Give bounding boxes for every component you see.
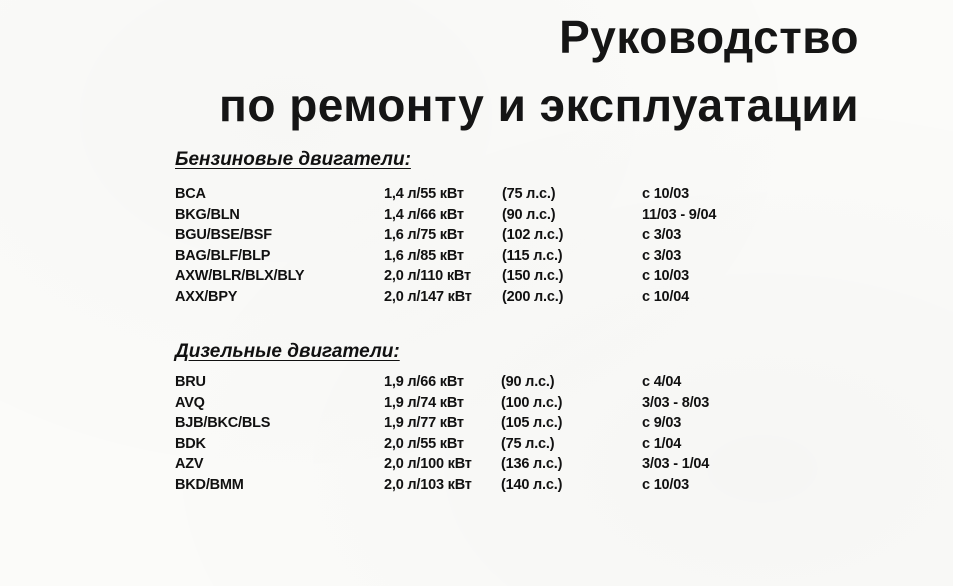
engine-production-date: с 3/03 — [642, 227, 682, 243]
engine-code: AVQ — [175, 394, 205, 411]
engine-horsepower: (105 л.с.) — [501, 415, 563, 431]
engine-displacement-power: 1,9 л/66 кВт — [384, 374, 464, 390]
engine-code: BAG/BLF/BLP — [175, 247, 271, 264]
engine-horsepower: (90 л.с.) — [501, 374, 555, 390]
engine-code: BCA — [175, 186, 206, 202]
engine-displacement-power: 1,6 л/75 кВт — [384, 227, 464, 243]
engine-production-date: с 10/04 — [642, 288, 689, 305]
engine-production-date: с 10/03 — [642, 476, 689, 493]
table-row — [175, 395, 775, 416]
petrol-engines-table — [175, 186, 775, 309]
engine-code: AXW/BLR/BLX/BLY — [175, 268, 305, 284]
engine-horsepower: (200 л.с.) — [502, 288, 564, 305]
engine-horsepower: (75 л.с.) — [502, 186, 556, 202]
table-row — [175, 415, 775, 436]
table-row — [175, 289, 775, 310]
engine-code: BJB/BKC/BLS — [175, 415, 271, 431]
engine-horsepower: (115 л.с.) — [502, 247, 563, 264]
engine-horsepower: (90 л.с.) — [502, 206, 556, 223]
engine-code: BGU/BSE/BSF — [175, 227, 272, 243]
engine-horsepower: (102 л.с.) — [502, 227, 564, 243]
engine-displacement-power: 1,4 л/55 кВт — [384, 186, 464, 202]
engine-production-date: с 4/04 — [642, 374, 682, 390]
table-row — [175, 207, 775, 228]
table-row — [175, 268, 775, 289]
engine-horsepower: (150 л.с.) — [502, 268, 564, 284]
engine-code: BDK — [175, 435, 206, 452]
engine-horsepower: (100 л.с.) — [501, 394, 563, 411]
engine-production-date: 11/03 - 9/04 — [642, 206, 717, 223]
engine-displacement-power: 2,0 л/110 кВт — [384, 268, 471, 284]
engine-displacement-power: 2,0 л/55 кВт — [384, 435, 464, 452]
engine-displacement-power: 1,6 л/85 кВт — [384, 247, 464, 264]
table-row — [175, 248, 775, 269]
engine-code: AZV — [175, 456, 204, 472]
engine-displacement-power: 2,0 л/103 кВт — [384, 476, 472, 493]
engine-horsepower: (75 л.с.) — [501, 435, 555, 452]
engine-code: BKG/BLN — [175, 206, 240, 223]
engine-horsepower: (136 л.с.) — [501, 456, 563, 472]
engine-code: BKD/BMM — [175, 476, 244, 493]
engine-code: AXX/BPY — [175, 288, 238, 305]
engine-displacement-power: 1,9 л/74 кВт — [384, 394, 464, 411]
engine-production-date: 3/03 - 1/04 — [642, 456, 710, 472]
engine-displacement-power: 2,0 л/147 кВт — [384, 288, 472, 305]
engine-production-date: с 10/03 — [642, 186, 689, 202]
engine-production-date: с 9/03 — [642, 415, 682, 431]
document-title-line-1: Руководство — [559, 11, 859, 63]
engine-code: BRU — [175, 374, 206, 390]
table-row — [175, 186, 775, 207]
engine-displacement-power: 1,9 л/77 кВт — [384, 415, 464, 431]
engine-production-date: с 10/03 — [642, 268, 689, 284]
diesel-engines-table — [175, 374, 775, 497]
document-title-line-2: по ремонту и эксплуатации — [219, 79, 859, 131]
table-row — [175, 436, 775, 457]
engine-displacement-power: 2,0 л/100 кВт — [384, 456, 472, 472]
table-row — [175, 227, 775, 248]
petrol-engines-heading: Бензиновые двигатели: — [175, 149, 411, 170]
engine-production-date: 3/03 - 8/03 — [642, 394, 710, 411]
engine-displacement-power: 1,4 л/66 кВт — [384, 206, 464, 223]
table-row — [175, 374, 775, 395]
engine-production-date: с 1/04 — [642, 435, 682, 452]
table-row — [175, 477, 775, 498]
table-row — [175, 456, 775, 477]
engine-horsepower: (140 л.с.) — [501, 476, 563, 493]
engine-production-date: с 3/03 — [642, 247, 682, 264]
diesel-engines-heading: Дизельные двигатели: — [175, 341, 400, 362]
